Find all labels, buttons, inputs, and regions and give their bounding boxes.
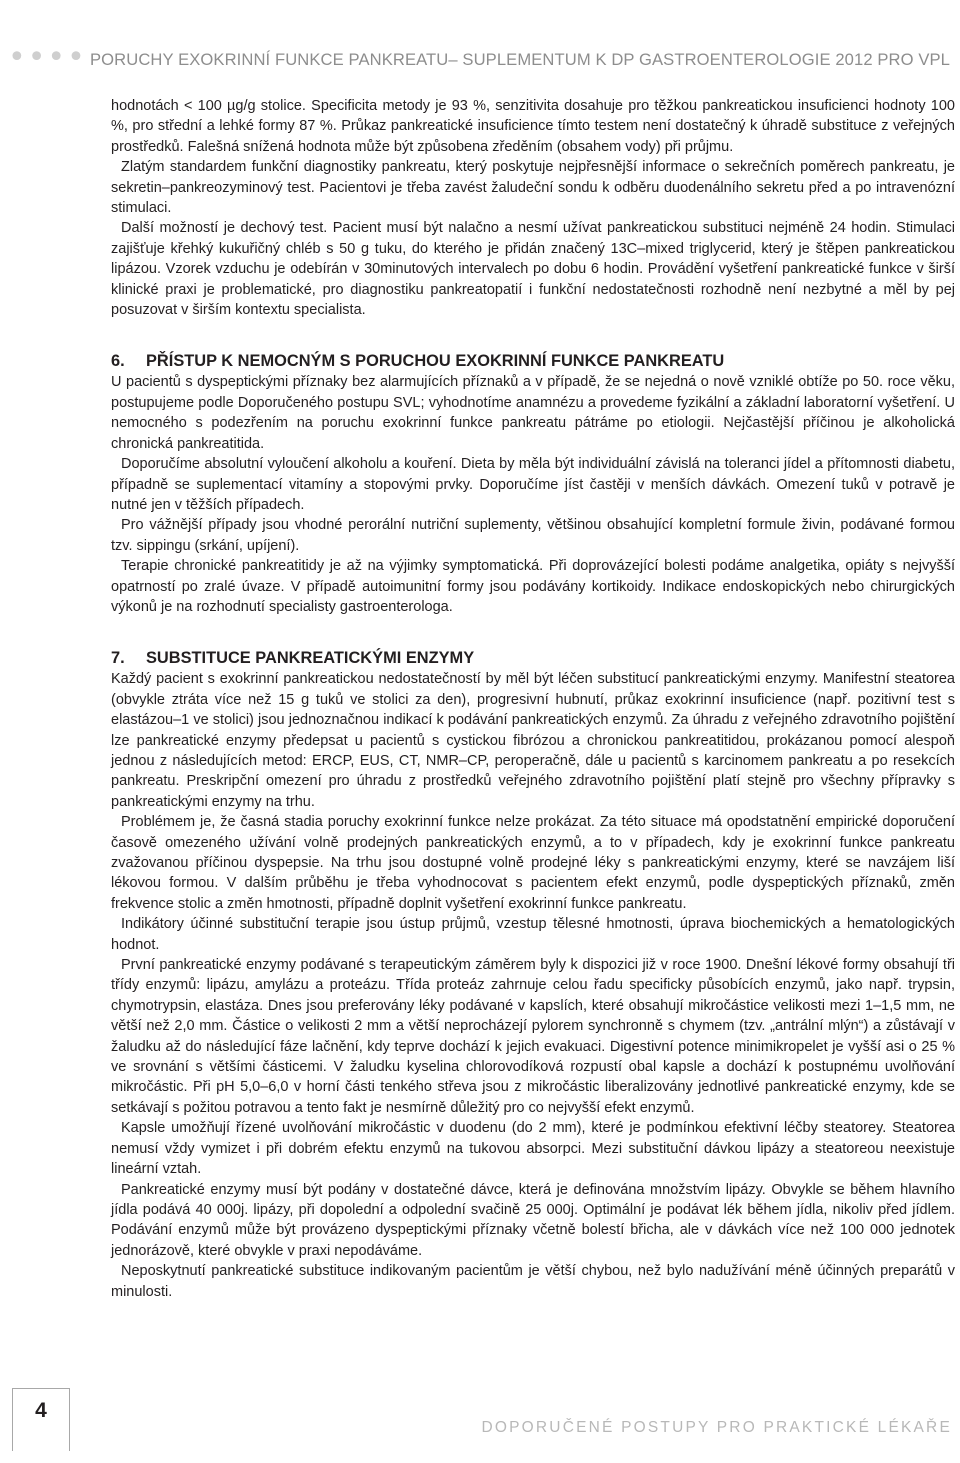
intro-paragraph-3: Další možností je dechový test. Pacient musí být nalačno a nesmí užívat pankreatickou substituci nejméně 24 hodin. Stimulaci zajišťuje křehký kukuřičný chléb s 50 g tuku, do kterého je přidán značený 13C–mixed triglycerid, který je štěpen pankreatickou lipázou. Vzorek vzduchu je odebírán v 30minutových intervalech po dobu 6 hodin. Provádění vyšetření pankreatické funkce v širší klinické praxi je problematické, pro diagnostiku pankreatopatií i funkční nedostatečnosti rozhodně není nezbytné a měl by pej posuzovat v širším kontextu specialista. (111, 220, 955, 319)
section-7-paragraph-2: Problémem je, že časná stadia poruchy exokrinní funkce nelze prokázat. Za této situace má opodstatnění empirické doporučení časově omezeného užívání volně prodejných pankreatických enzymů, a to v případech, kdy je exokrinní funkce pankreatu zvažovanou příčinou dyspepsie. Na trhu jsou dostupné volně prodejné léky s pankreatickými enzymy, které se navzájem liší lékovou formou. V dalším průběhu je třeba vyhodnocovat s pacientem efekt enzymů, podle dyspeptických příznaků, změn frekvence stolic a změn hmotnosti, případně doplnit vyšetření exokrinní funkce pankreatu. (111, 814, 955, 912)
header-dots-decoration: •••• (8, 40, 87, 75)
intro-paragraph-1: hodnotách < 100 µg/g stolice. Specificita metody je 93 %, senzitivita dosahuje pro těžkou pankreatickou insuficienci hodnoty 100 %, pro střední a lehké formy 87 %. Průkaz pankreatické insuficience tímto testem není dostatečný k úhradě substituce z veřejných prostředků. Falešná snížená hodnota může být způsobena zředěním (obsahem vody) při průjmu. (111, 98, 955, 155)
section-7-paragraph-7: Neposkytnutí pankreatické substituce indikovaným pacientům je větší chybou, než bylo nadužívání méně účinných preparátů v minulosti. (111, 1263, 955, 1300)
page-number: 4 (35, 1399, 47, 1422)
section-7-paragraph-5: Kapsle umožňují řízené uvolňování mikročástic v duodenu (do 2 mm), které je podmínkou efektivní léčby steatorey. Steatorea nemusí vždy vymizet i při dobrém efektu enzymů na tukovou absorpci. Mezi substituční dávkou lipázy a steatoreou neexistuje lineární vztah. (111, 1120, 955, 1178)
section-7-heading (111, 647, 955, 669)
section-6-number: 6. (111, 352, 125, 371)
section-6-paragraph-1: U pacientů s dyspeptickými příznaky bez alarmujících příznaků a v případě, že se nejedná o nově vzniklé obtíže po 50. roce věku, postupujeme podle Doporučeného postupu SVL; vyhodnotíme anamnézu a provedeme fyzikální a základní laboratorní vyšetření. U nemocného s podezřením na poruchu exokrinní funkce pankreatu pátráme po etiologii. Nejčastější příčinou je alkoholická chronická pankreatitida. (111, 374, 955, 452)
section-6-paragraph-3: Pro vážnější případy jsou vhodné perorální nutriční suplementy, většinou obsahující kompletní formule živin, podávané formou tzv. sippingu (srkání, upíjení). (111, 517, 955, 554)
header-title: PORUCHY EXOKRINNÍ FUNKCE PANKREATU– SUPLEMENTUM K DP GASTROENTEROLOGIE 2012 PRO VPL (90, 50, 950, 69)
section-7-title: SUBSTITUCE PANKREATICKÝMI ENZYMY (146, 649, 475, 668)
footer-title: DOPORUČENÉ POSTUPY PRO PRAKTICKÉ LÉKAŘE (481, 1419, 952, 1436)
running-header (0, 40, 960, 76)
section-6-title: PŘÍSTUP K NEMOCNÝM S PORUCHOU EXOKRINNÍ FUNKCE PANKREATU (146, 352, 725, 371)
section-7-paragraph-1: Každý pacient s exokrinní pankreatickou nedostatečností by měl být léčen substitucí pankreatickými enzymy. Manifestní steatorea (obvykle ztráta více než 15 g tuků ve stolici za den), progresivní hubnutí, průkaz exokrinní insuficience (např. pozitivní test s elastázou–1 ve stolici) jsou jednoznačnou indikací k podávání pankreatických enzymů. Za úhradu z veřejného zdravotního pojištění lze pankreatické enzymy předepsat u pacientů s cystickou fibrózou a chronickou pankreatitidou, prokázanou pomocí alespoň jednou z následujících metod: ERCP, EUS, CT, NMR–CP, peroperačně, dále u pacientů s karcinomem pankreatu a po resekcích pankreatu. Preskripční omezení pro úhradu z prostředků veřejného zdravotního pojištění platí stejně pro všechny přípravky s pankreatickými enzymy na trhu. (111, 671, 955, 810)
section-7-number: 7. (111, 649, 125, 668)
section-7-paragraph-6: Pankreatické enzymy musí být podány v dostatečné dávce, která je definována množstvím lipázy. Obvykle se během hlavního jídla podává 40 000j. lipázy, při dopolední a odpolední svačině 25 000j. Optimální je podávat lék během jídla, nikoliv před jídlem. Podávání enzymů může být provázeno dyspeptickými příznaky včetně bolestí břicha, ale v dávkách více než 100 000 jednotek jednorázově, které obvykle v praxi nepodáváme. (111, 1181, 955, 1259)
page-number-box (12, 1388, 70, 1451)
section-6-paragraph-4: Terapie chronické pankreatitidy je až na výjimky symptomatická. Při doprovázející bolesti podáme analgetika, opiáty s nejvyšší opatrností po zralé úvaze. V případě autoimunitní formy jsou podávány kortikoidy. Indikace endoskopických nebo chirurgických výkonů je na rozhodnutí specialisty gastroenterologa. (111, 558, 955, 615)
section-6-heading (111, 350, 955, 372)
article-body (111, 96, 955, 1302)
section-6-paragraph-2: Doporučíme absolutní vyloučení alkoholu a kouření. Dieta by měla být individuální závislá na toleranci jídel a přítomnosti diabetu, případně se suplementací vitamíny a stopovými prvky. Doporučíme jíst častěji v menších dávkách. Omezení tuků v potravě je nutné jen v těžších případech. (111, 456, 955, 513)
section-7-paragraph-4: První pankreatické enzymy podávané s terapeutickým záměrem byly k dispozici již v roce 1900. Dnešní lékové formy obsahují tři třídy enzymů: lipázu, amylázu a proteázu. Třída proteáz zahrnuje celou řadu specificky působících enzymů, jako např. trypsin, chymotrypsin, elastáza. Dnes jsou preferovány léky podávané v kapslích, které obsahují mikročástice velikosti mezi 1–1,5 mm, ne větší než 2,0 mm. Částice o velikosti 2 mm a větší neprocházejí pylorem synchronně s chymem (tzv. „antrální mlýn“) a zůstávají v žaludku až do následující fáze lačnění, kdy teprve dochází k jejich evakuaci. Digestivní potence minimikropelet je vyšší asi o 25 % ve srovnání s většími částicemi. V žaludku kyselina chlorovodíková rozpustí obal kapsle a dochází k postupnému uvolňování mikročástic. Při pH 5,0–6,0 v horní části tenkého střeva jsou z mikročástic liberalizovány jednotlivé pankreatické enzymy, kde se setkávají s požitou potravou a tento fakt je nesmírně důležitý pro co nejvyšší efekt enzymů. (111, 957, 955, 1116)
intro-paragraph-2: Zlatým standardem funkční diagnostiky pankreatu, který poskytuje nejpřesnější informace o sekrečních poměrech pankreatu, je sekretin–pankreozyminový test. Pacientovi je třeba zavést žaludeční sondu k odběru duodenálního sekretu před a po intravenózní stimulaci. (111, 159, 955, 217)
section-7-paragraph-3: Indikátory účinné substituční terapie jsou ústup průjmů, vzestup tělesné hmotnosti, úprava biochemických a hematologických hodnot. (111, 916, 955, 953)
